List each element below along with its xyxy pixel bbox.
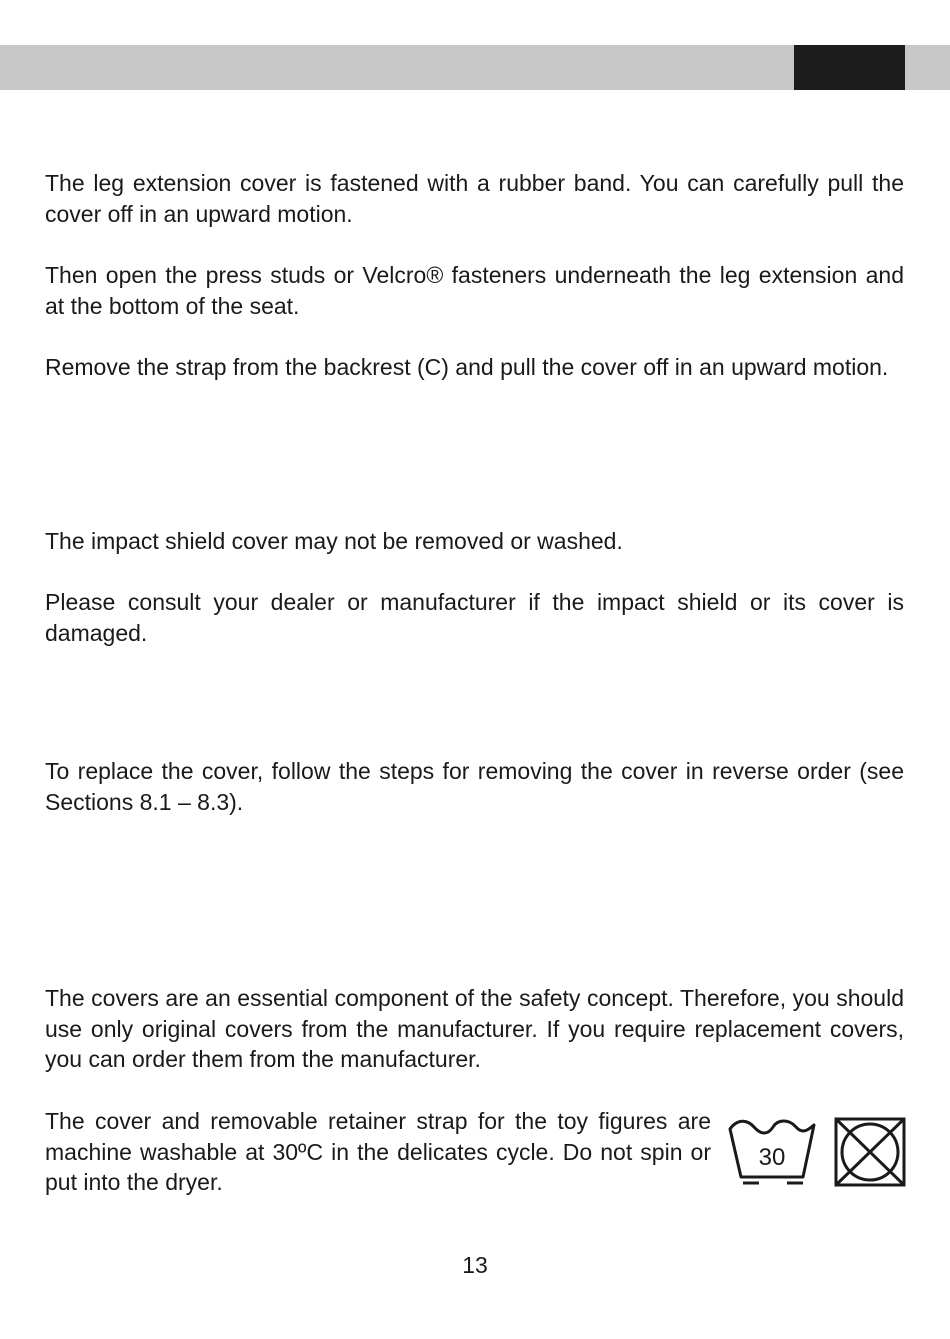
paragraph-press-studs: Then open the press studs or Velcro® fasteners underneath the leg extension and at the bottom of the seat. (45, 262, 904, 319)
paragraph-replace-cover: To replace the cover, follow the steps for removing the cover in reverse order (see Sections 8.1 – 8.3). (45, 758, 904, 815)
paragraph-consult-dealer: Please consult your dealer or manufacturer if the impact shield or its cover is damaged. (45, 589, 904, 646)
paragraph-original-covers: The covers are an essential component of the safety concept. Therefore, you should use only original covers from the manufacturer. If you require replacement covers, you can order them from the manufacturer. (45, 985, 904, 1073)
do-not-tumble-dry-icon (834, 1117, 906, 1187)
paragraph-leg-extension-cover: The leg extension cover is fastened with a rubber band. You can carefully pull the cover off in an upward motion. (45, 170, 904, 227)
paragraph-impact-shield-cover: The impact shield cover may not be removed or washed. (45, 528, 623, 554)
wash-30-gentle-icon (727, 1117, 817, 1187)
wash-temperature-label: 30 (758, 1144, 786, 1171)
page-number: 13 (462, 1252, 488, 1278)
header-chapter-block (794, 45, 905, 90)
paragraph-washing-instructions: The cover and removable retainer strap for the toy figures are machine washable at 30ºC in the delicates cycle. Do not spin or put into the dryer. (45, 1108, 711, 1196)
paragraph-remove-strap: Remove the strap from the backrest (C) and pull the cover off in an upward motion. (45, 354, 889, 380)
